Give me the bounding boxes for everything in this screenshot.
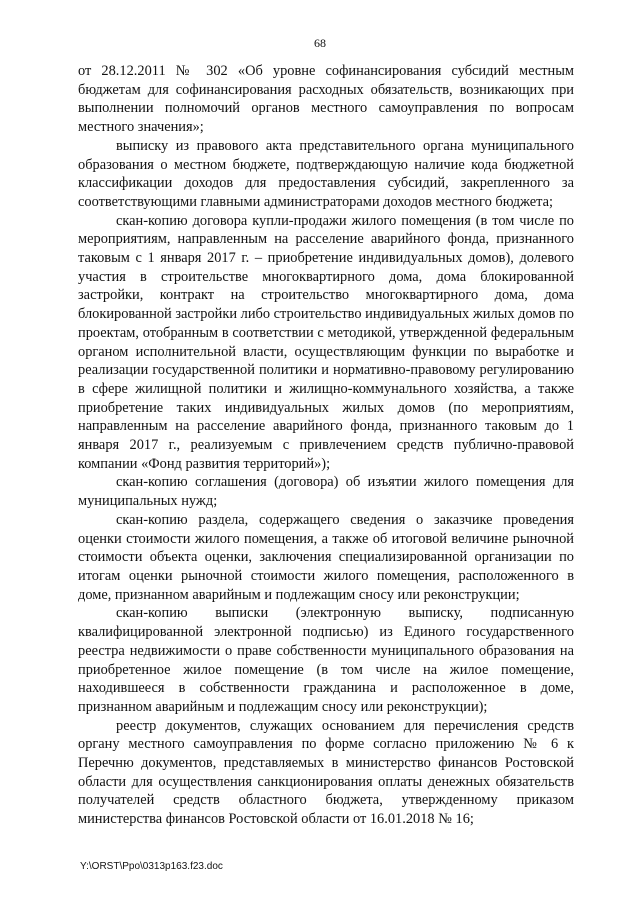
paragraph-seizure-agreement: скан-копию соглашения (договора) об изъятии жилого помещения для муниципальных нужд; <box>78 474 574 510</box>
footer-file-path: Y:\ORST\Ppo\0313p163.f23.doc <box>80 861 223 872</box>
paragraph-decree-reference: от 28.12.2011 № 302 «Об уровне софинансирования субсидий местным бюджетам для софинансирования расходных обязательств, возникающих при выполнении полномочий органов местного самоуправления по вопросам местного значения»; <box>78 63 574 136</box>
document-body <box>78 62 574 829</box>
paragraph-document-register: реестр документов, служащих основанием для перечисления средств органу местного самоуправления по форме согласно приложению № 6 к Перечню документов, представляемых в министерство финансов Ростовской области для осуществления санкционирования оплаты денежных обязательств получателей средств областного бюджета, утвержденному приказом министерства финансов Ростовской области от 16.01.2018 № 16; <box>78 717 574 828</box>
paragraph-budget-extract: выписку из правового акта представительного органа муниципального образования о местном бюджете, подтверждающую наличие кода бюджетной классификации доходов для предоставления субсидий, закрепленного за соответствующими главными администраторами доходов местного бюджета; <box>78 137 574 210</box>
paragraph-registry-extract: скан-копию выписки (электронную выписку, подписанную квалифицированной электронной подписью) из Единого государственного реестра недвижимости о праве собственности муниципального образования на приобретенное жилое помещение (в том числе на жилое помещение, находившееся в собственности гражданина и расположенное в доме, признанном аварийным и подлежащим сносу или реконструкции); <box>78 605 574 715</box>
paragraph-purchase-contract: скан-копию договора купли-продажи жилого помещения (в том числе по мероприятиям, направленным на расселение аварийного фонда, признанного таковым с 1 января 2017 г. – приобретение индивидуальных домов), долевого участия в строительстве многоквартирного дома, дома блокированной застройки, контракт на строительство многоквартирного дома, дома блокированной застройки либо строительство индивидуальных жилых домов по проектам, отобранным в соответствии с методикой, утвержденной федеральным органом исполнительной власти, осуществляющим функции по выработке и реализации государственной политики и нормативно-правовому регулированию в сфере жилищной политики и жилищно-коммунального хозяйства, а также приобретение таких индивидуальных жилых домов (по мероприятиям, направленным на расселение аварийного фонда, признанного таковым до 1 января 2017 г., реализуемым с привлечением средств публично-правовой компании «Фонд развития территорий»); <box>78 212 574 472</box>
page-number: 68 <box>314 36 326 50</box>
paragraph-valuation-report: скан-копию раздела, содержащего сведения о заказчике проведения оценки стоимости жилого помещения, а также об итоговой величине рыночной стоимости объекта оценки, заключения специализированной организации по итогам оценки рыночной стоимости жилого помещения, расположенного в доме, признанном аварийным и подлежащим сносу или реконструкции; <box>78 511 574 603</box>
